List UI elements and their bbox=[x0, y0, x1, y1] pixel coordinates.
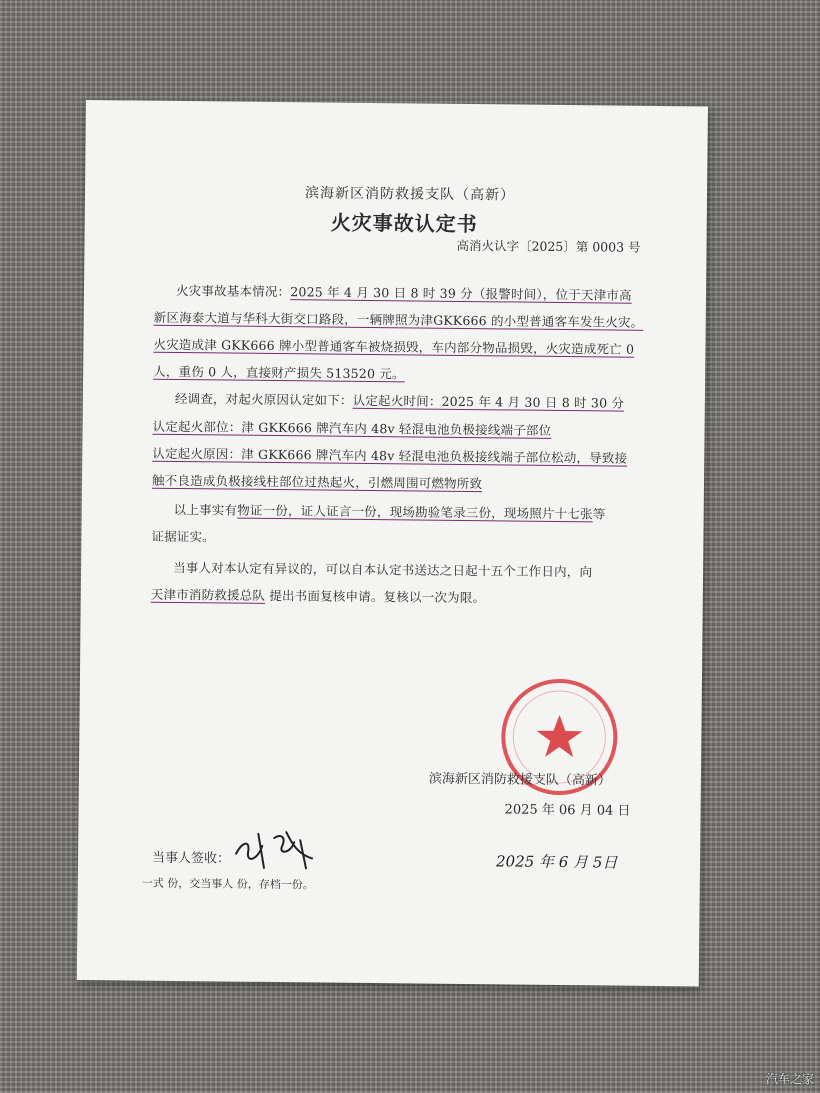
paragraph-line bbox=[175, 389, 624, 412]
paragraph-line: 证据证实。 bbox=[151, 528, 216, 545]
document-title: 火灾事故认定书 bbox=[330, 210, 478, 237]
document-paper bbox=[77, 100, 708, 986]
watermark: 汽车之家 bbox=[765, 1072, 814, 1086]
signing-org: 滨海新区消防救援支队（高新） bbox=[428, 771, 611, 789]
paragraph-line: 火灾造成津 GKK666 牌小型普通客车被烧损毁，车内部分物品损毁，火灾造成死亡 0 bbox=[153, 336, 635, 357]
investigation-label: 经调查，对起火原因认定如下： bbox=[174, 390, 353, 408]
document-number: 高消火认字〔2025〕第 0003 号 bbox=[456, 237, 641, 255]
fire-cause: 认定起火原因：津 GKK666 牌汽车内 48v 轻混电池负极接线端子部位松动，导致接 bbox=[152, 445, 628, 466]
paragraph-line bbox=[151, 585, 486, 607]
copies-note: 一式 份，交当事人 份，存档一份。 bbox=[141, 876, 314, 892]
evidence-suffix: 等 bbox=[592, 506, 606, 522]
paragraph-line: 人，重伤 0 人，直接财产损失 513520 元。 bbox=[153, 363, 405, 382]
evidence-prefix: 以上事实有 bbox=[173, 501, 238, 518]
fire-cause-continued: 触不良造成负极接线柱部位过热起火，引燃周围可燃物所致 bbox=[151, 472, 483, 492]
review-authority: 天津市消防救援总队 bbox=[150, 586, 266, 603]
fire-time: 认定起火时间：2025 年 4 月 30 日 8 时 30 分 bbox=[352, 392, 625, 411]
fire-location: 认定起火部位：津 GKK666 牌汽车内 48v 轻混电池负极接线端子部位 bbox=[152, 418, 552, 438]
paragraph-line bbox=[174, 500, 606, 523]
signing-date: 2025 年 06 月 04 日 bbox=[504, 802, 631, 819]
org-header: 滨海新区消防救援支队（高新） bbox=[304, 185, 516, 204]
handwritten-date: 2025 年 6 月 5日 bbox=[495, 852, 618, 872]
review-text: 提出书面复核申请。复核以一次为限。 bbox=[265, 587, 486, 606]
party-sign-label: 当事人签收： bbox=[151, 850, 231, 867]
basic-info-label: 火灾事故基本情况： bbox=[175, 282, 291, 300]
paragraph-line bbox=[176, 281, 632, 304]
paragraph-line: 新区海泰大道与华科大街交口路段，一辆牌照为津GKK666 的小型普通客车发生火灾。 bbox=[153, 309, 644, 330]
evidence-list: 物证一份，证人证言一份，现场勘验笔录三份，现场照片十七张 bbox=[237, 502, 593, 522]
handwritten-signature bbox=[228, 824, 329, 875]
paragraph-line: 当事人对本认定有异议的，可以自本认定书送达之日起十五个工作日内，向 bbox=[173, 559, 593, 580]
basic-info-text: 2025 年 4 月 30 日 8 时 39 分（报警时间），位于天津市高 bbox=[290, 284, 632, 303]
